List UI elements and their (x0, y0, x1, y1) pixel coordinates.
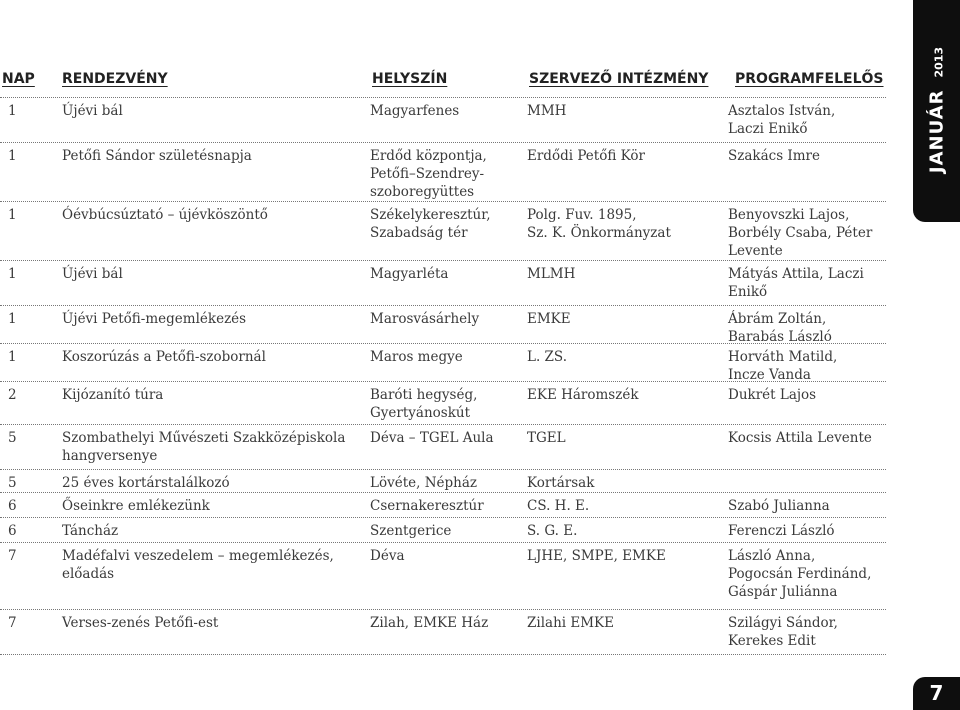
responsible-cell: Szabó Julianna (728, 498, 830, 514)
organizer-cell: MLMH (527, 266, 576, 282)
responsible-cell: Benyovszki Lajos, Borbély Csaba, Péter Levente (728, 207, 873, 259)
venue-cell: Zilah, EMKE Ház (370, 615, 489, 631)
month-sidebar (913, 0, 960, 222)
responsible-cell: Kocsis Attila Levente (728, 430, 872, 446)
table-row (0, 306, 886, 344)
header-helyszin: HELYSZÍN (372, 71, 448, 87)
table-row (0, 143, 886, 202)
event-cell: 25 éves kortárstalálkozó (62, 475, 230, 491)
venue-cell: Székelykeresztúr, Szabadság tér (370, 207, 491, 241)
organizer-cell: TGEL (527, 430, 566, 446)
day-cell: 1 (8, 103, 17, 119)
header-nap: NAP (2, 71, 35, 87)
responsible-cell: Dukrét Lajos (728, 387, 817, 403)
table-row (0, 493, 886, 518)
venue-cell: Csernakeresztúr (370, 498, 484, 514)
venue-cell: Lövéte, Népház (370, 475, 478, 491)
header-programfelelos: PROGRAMFELELŐS (735, 71, 884, 87)
table-row (0, 344, 886, 382)
organizer-cell: EMKE (527, 311, 571, 327)
responsible-cell: Szakács Imre (728, 148, 820, 164)
organizer-cell: LJHE, SMPE, EMKE (527, 548, 666, 564)
venue-cell: Baróti hegység, Gyertyánoskút (370, 387, 478, 421)
venue-cell: Erdőd központja, Petőfi–Szendrey- szoboregyüttes (370, 148, 487, 200)
event-cell: Madéfalvi veszedelem – megemlékezés, előadás (62, 548, 334, 582)
table-header (0, 66, 886, 98)
responsible-cell: Szilágyi Sándor, Kerekes Edit (728, 615, 838, 649)
responsible-cell: László Anna, Pogocsán Ferdinánd, Gáspár Juliánna (728, 548, 872, 600)
table-row (0, 470, 886, 493)
event-cell: Táncház (62, 523, 119, 539)
table-row (0, 261, 886, 306)
event-cell: Szombathelyi Művészeti Szakközépiskola hangversenye (62, 430, 346, 464)
day-cell: 6 (8, 523, 17, 539)
event-cell: Óévbúcsúztató – újévköszöntő (62, 207, 268, 223)
venue-cell: Déva – TGEL Aula (370, 430, 494, 446)
day-cell: 1 (8, 148, 17, 164)
organizer-cell: S. G. E. (527, 523, 578, 539)
page-number-box (913, 677, 960, 710)
organizer-cell: Zilahi EMKE (527, 615, 614, 631)
header-rendezveny: RENDEZVÉNY (62, 71, 168, 87)
venue-cell: Magyarfenes (370, 103, 460, 119)
organizer-cell: MMH (527, 103, 567, 119)
day-cell: 7 (8, 548, 17, 564)
event-cell: Koszorúzás a Petőfi-szobornál (62, 349, 266, 365)
page-number: 7 (929, 681, 944, 705)
table-row (0, 202, 886, 261)
responsible-cell: Horváth Matild, Incze Vanda (728, 349, 838, 383)
table-body (0, 98, 886, 655)
event-cell: Petőfi Sándor születésnapja (62, 148, 252, 164)
venue-cell: Szentgerice (370, 523, 452, 539)
event-cell: Verses-zenés Petőfi-est (62, 615, 219, 631)
responsible-cell: Ábrám Zoltán, Barabás László (728, 311, 832, 345)
sidebar-label (926, 47, 947, 173)
day-cell: 1 (8, 349, 17, 365)
day-cell: 7 (8, 615, 17, 631)
day-cell: 2 (8, 387, 17, 403)
day-cell: 6 (8, 498, 17, 514)
day-cell: 1 (8, 311, 17, 327)
month-label: JANUÁR (926, 89, 947, 174)
table-row (0, 610, 886, 655)
venue-cell: Déva (370, 548, 405, 564)
organizer-cell: EKE Háromszék (527, 387, 639, 403)
organizer-cell: CS. H. E. (527, 498, 590, 514)
responsible-cell: Asztalos István, Laczi Enikő (728, 103, 836, 137)
table-row (0, 425, 886, 470)
organizer-cell: Erdődi Petőfi Kör (527, 148, 645, 164)
venue-cell: Marosvásárhely (370, 311, 480, 327)
event-cell: Újévi bál (62, 103, 123, 119)
responsible-cell: Mátyás Attila, Laczi Enikő (728, 266, 864, 300)
organizer-cell: Polg. Fuv. 1895, Sz. K. Önkormányzat (527, 207, 671, 241)
day-cell: 5 (8, 475, 17, 491)
table-row (0, 543, 886, 610)
day-cell: 5 (8, 430, 17, 446)
day-cell: 1 (8, 207, 17, 223)
event-cell: Őseinkre emlékezünk (62, 498, 210, 514)
table-row (0, 518, 886, 543)
header-szervezo: SZERVEZŐ INTÉZMÉNY (529, 71, 709, 87)
event-cell: Újévi Petőfi-megemlékezés (62, 311, 247, 327)
event-cell: Újévi bál (62, 266, 123, 282)
responsible-cell: Ferenczi László (728, 523, 835, 539)
table-row (0, 382, 886, 425)
venue-cell: Magyarléta (370, 266, 449, 282)
year-label: 2013 (932, 46, 945, 78)
organizer-cell: L. ZS. (527, 349, 567, 365)
events-table (0, 66, 886, 655)
organizer-cell: Kortársak (527, 475, 595, 491)
table-row (0, 98, 886, 143)
day-cell: 1 (8, 266, 17, 282)
event-cell: Kijózanító túra (62, 387, 164, 403)
venue-cell: Maros megye (370, 349, 463, 365)
